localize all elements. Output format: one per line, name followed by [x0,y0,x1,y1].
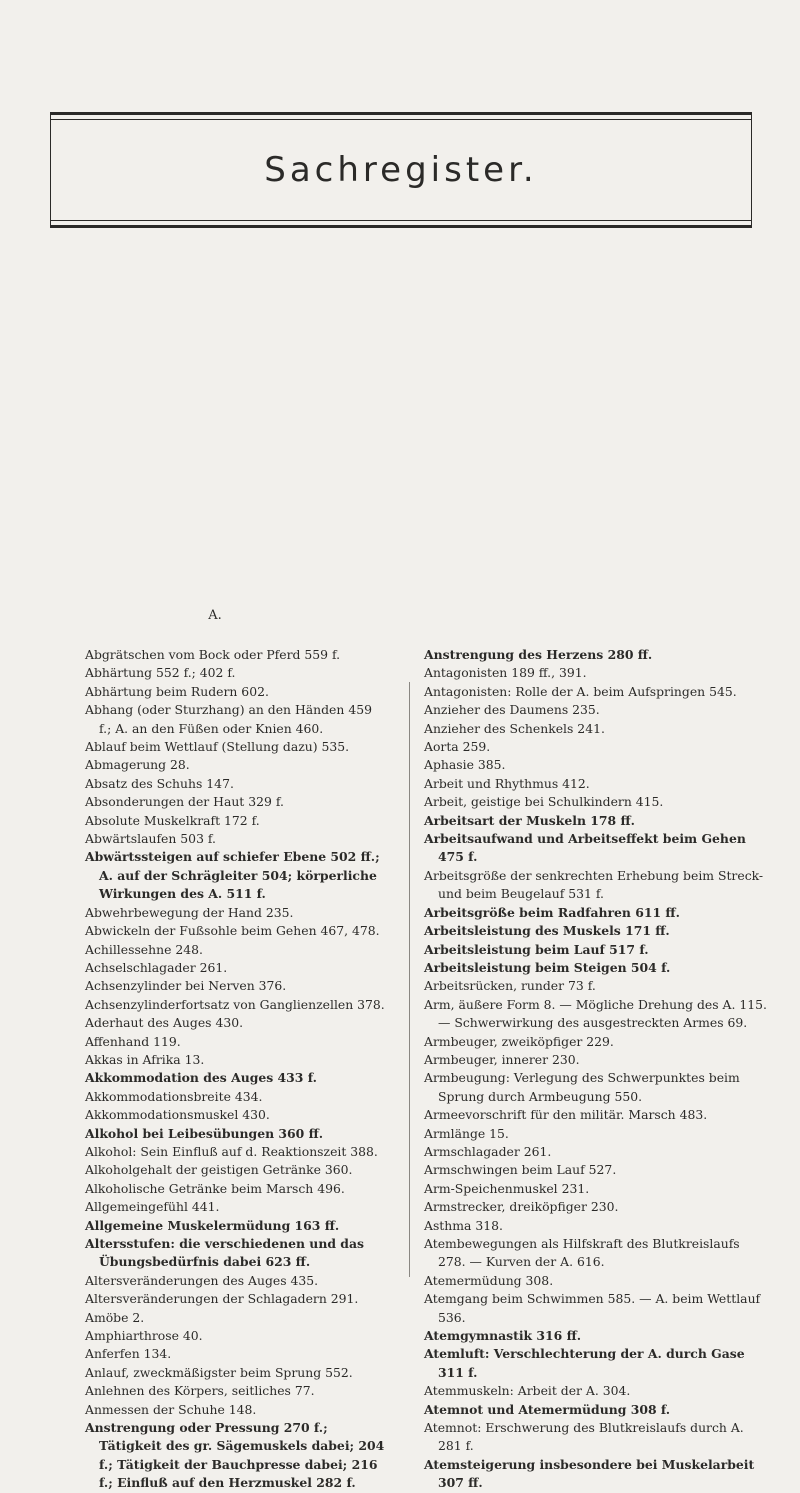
right-column [424,646,770,1493]
index-entry: Armschlagader 261. [424,1143,552,1159]
index-entry: Arbeitsleistung beim Lauf 517 f. [424,941,649,957]
title-box [50,112,752,228]
index-entry: Atemgang beim Schwimmen 585. — A. beim Wettlauf 536. [424,1291,761,1325]
index-entry: Altersstufen: die verschiedenen und das Übungsbedürfnis dabei 623 ff. [85,1236,364,1270]
index-entry: Armbeugung: Verlegung des Schwerpunktes beim Sprung durch Armbeugung 550. [424,1070,740,1104]
index-entry: Alkoholische Getränke beim Marsch 496. [85,1180,345,1196]
index-entry: Atemermüdung 308. [424,1272,554,1288]
index-entry: Allgemeingefühl 441. [85,1199,220,1215]
index-entry: Anferfen 134. [85,1346,172,1362]
index-entry: Absatz des Schuhs 147. [85,775,234,791]
index-entry: Achillessehne 248. [85,941,203,957]
index-entry: Achsenzylinderfortsatz von Ganglienzellen 378. [85,996,385,1012]
index-entry: Anlauf, zweckmäßigster beim Sprung 552. [85,1364,353,1380]
section-letter: A. [208,608,222,623]
index-entry: Alkohol bei Leibesübungen 360 ff. [85,1125,324,1141]
index-entry: Arbeitsgröße der senkrechten Erhebung beim Streck- und beim Beugelauf 531 f. [424,867,764,902]
column-divider [409,682,410,1277]
title-box-inner-top-rule [51,119,751,120]
index-entry: Akkas in Afrika 13. [85,1051,205,1067]
index-entry: Achsenzylinder bei Nerven 376. [85,978,287,994]
index-entry: Anzieher des Daumens 235. [424,702,600,718]
index-entry: Atemluft: Verschlechterung der A. durch Gase 311 f. [424,1346,745,1380]
index-entry: Antagonisten 189 ff., 391. [424,665,587,681]
index-entry: Amöbe 2. [85,1309,145,1325]
index-entry: Armbeuger, innerer 230. [424,1051,580,1067]
index-entry: Absonderungen der Haut 329 f. [85,794,284,810]
index-entry: Absolute Muskelkraft 172 f. [85,812,260,828]
index-entry: Arbeitsart der Muskeln 178 ff. [424,812,635,828]
index-entry: Armlänge 15. [424,1125,509,1141]
index-entry: Amphiarthrose 40. [85,1328,203,1344]
index-entry: Atemnot: Erschwerung des Blutkreislaufs durch A. 281 f. [424,1420,744,1454]
index-entry: Allgemeine Muskelermüdung 163 ff. [85,1217,340,1233]
index-entry: Armstrecker, dreiköpfiger 230. [424,1199,619,1215]
index-entry: Abgrätschen vom Bock oder Pferd 559 f. [85,647,341,662]
index-entry: Armbeuger, zweiköpfiger 229. [424,1033,614,1049]
index-entry: Arbeitsleistung des Muskels 171 ff. [424,923,670,939]
index-entry: Anstrengung des Herzens 280 ff. [424,647,653,662]
index-entry: Abhärtung 552 f.; 402 f. [85,665,236,681]
index-entry: Alkohol: Sein Einfluß auf d. Reaktionszeit 388. [85,1143,378,1159]
index-entry: Abwickeln der Fußsohle beim Gehen 467, 478. [85,923,380,939]
index-entry: Achselschlagader 261. [85,959,228,975]
index-entry: Akkommodation des Auges 433 f. [85,1070,317,1086]
index-entry: Arbeit und Rhythmus 412. [424,775,590,791]
index-entry: Arbeitsaufwand und Arbeitseffekt beim Gehen 475 f. [424,831,746,865]
index-entry: Atembewegungen als Hilfskraft des Blutkreislaufs 278. — Kurven der A. 616. [424,1236,740,1270]
index-entry: Arbeitsgröße beim Radfahren 611 ff. [424,904,680,920]
index-entry: Anstrengung oder Pressung 270 f.; Tätigkeit des gr. Sägemuskels dabei; 204 f.; Tätigkeit der Bauchpresse dabei; 216 f.; Einfluß auf den Herzmuskel 282 f. [85,1420,385,1491]
index-entry: Atemgymnastik 316 ff. [424,1328,582,1344]
index-entry: Abwehrbewegung der Hand 235. [85,904,294,920]
index-entry: Anlehnen des Körpers, seitliches 77. [85,1383,315,1399]
index-entry: Abmagerung 28. [85,757,190,773]
index-entry: Arm-Speichenmuskel 231. [424,1180,590,1196]
index-entry: Arbeitsleistung beim Steigen 504 f. [424,959,671,975]
index-entry: Aorta 259. [424,739,491,755]
index-entry: Arbeit, geistige bei Schulkindern 415. [424,794,664,810]
index-entry: Atemmuskeln: Arbeit der A. 304. [424,1383,631,1399]
index-entry: Abhang (oder Sturzhang) an den Händen 459 f.; A. an den Füßen oder Knien 460. [85,702,372,736]
index-entry: Altersveränderungen des Auges 435. [85,1272,319,1288]
index-entry: Abhärtung beim Rudern 602. [85,683,269,699]
index-entry: Arbeitsrücken, runder 73 f. [424,978,596,994]
left-column [85,646,385,1493]
index-entry: Abwärtslaufen 503 f. [85,831,216,847]
index-entry: Armeevorschrift für den militär. Marsch 483. [424,1107,708,1123]
index-entry: Atemsteigerung insbesondere bei Muskelarbeit 307 ff. [424,1456,755,1491]
index-entry: Aphasie 385. [424,757,506,773]
index-entry: Armschwingen beim Lauf 527. [424,1162,617,1178]
index-entry: Anzieher des Schenkels 241. [424,720,605,736]
index-entry: Akkommodationsmuskel 430. [85,1107,270,1123]
index-entry: Atemnot und Atemermüdung 308 f. [424,1401,671,1417]
index-entry: Anmessen der Schuhe 148. [85,1401,257,1417]
index-entry: Akkommodationsbreite 434. [85,1088,263,1104]
index-entry: Antagonisten: Rolle der A. beim Aufspringen 545. [424,683,737,699]
page-title: Sachregister. [264,150,538,190]
index-entry: Arm, äußere Form 8. — Mögliche Drehung des A. 115. — Schwerwirkung des ausgestreckten Armes 69. [424,996,767,1031]
title-box-inner-bottom-rule [51,220,751,221]
index-entry: Ablauf beim Wettlauf (Stellung dazu) 535. [85,739,350,755]
index-entry: Alkoholgehalt der geistigen Getränke 360. [85,1162,353,1178]
index-entry: Abwärtssteigen auf schiefer Ebene 502 ff.; A. auf der Schrägleiter 504; körperliche Wirkungen des A. 511 f. [85,849,380,902]
index-entry: Affenhand 119. [85,1033,181,1049]
index-entry: Altersveränderungen der Schlagadern 291. [85,1291,359,1307]
index-entry: Aderhaut des Auges 430. [85,1015,244,1031]
index-entry: Asthma 318. [424,1217,503,1233]
